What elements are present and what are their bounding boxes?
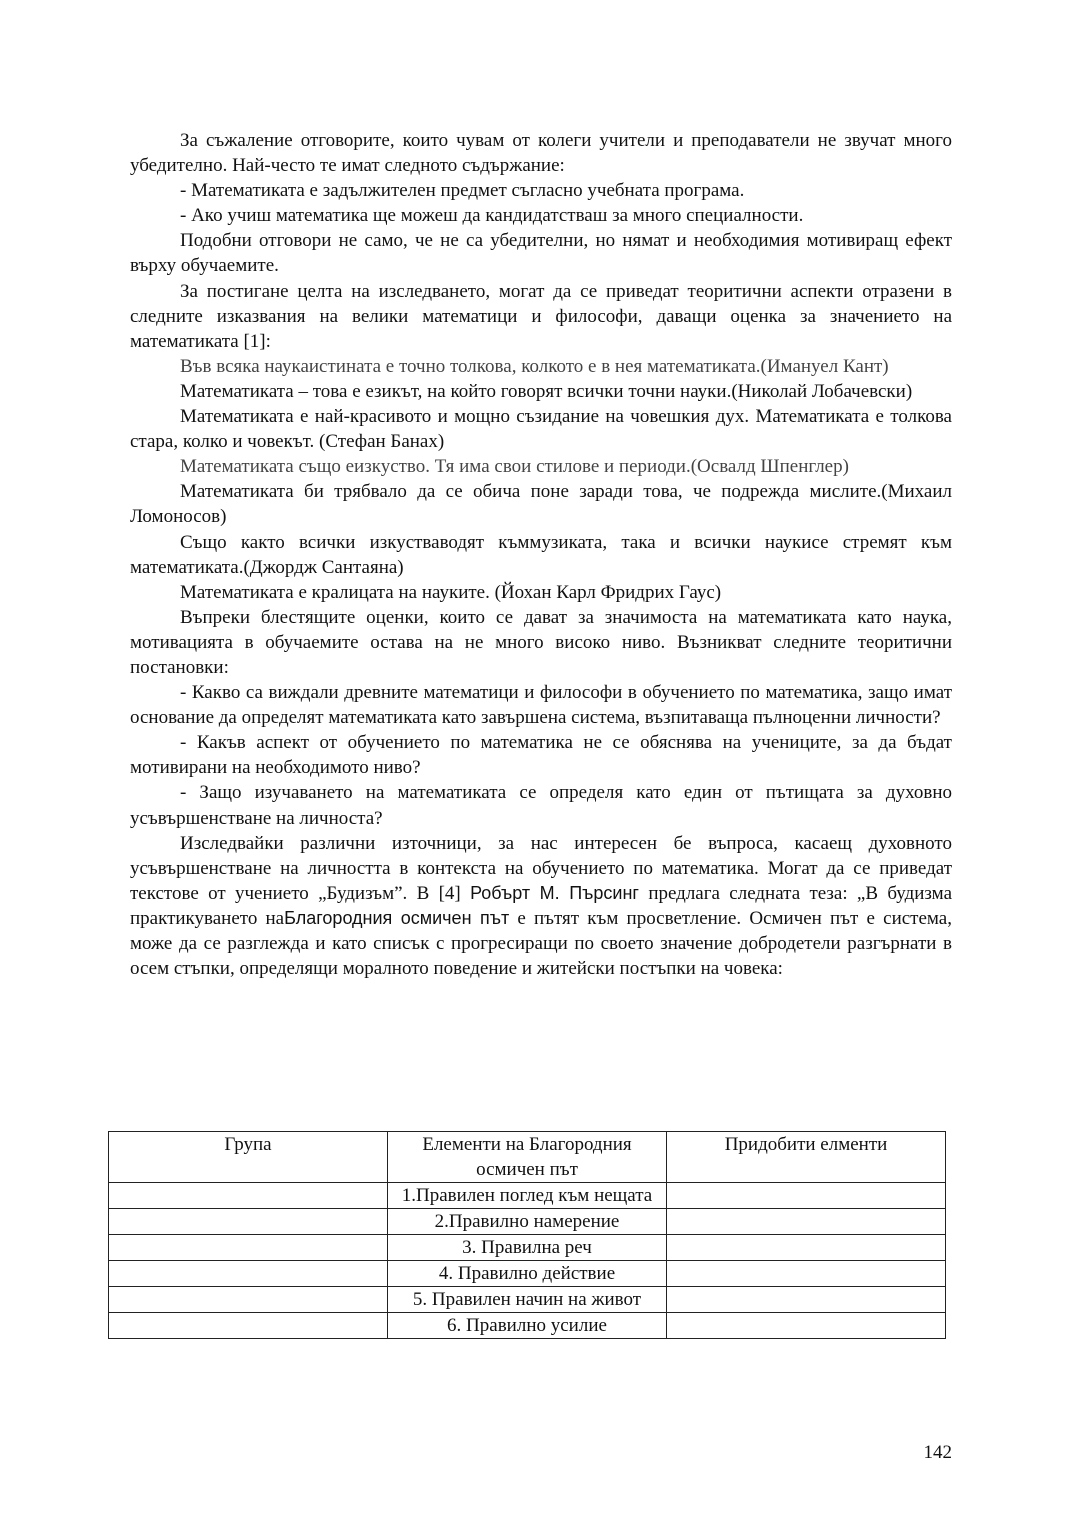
final-paragraph-part1: Изследвайки различни източници, за нас интересен бе въпроса, касаещ духовното усъвършенстване на личността в контекста на обучението по математика. Могат да се приведат текстове от учението „Будизъм”. В [4] <box>130 832 952 904</box>
final-paragraph-part2: предлага следната теза: „В будизма практикуването на <box>130 882 952 929</box>
table-cell <box>667 1183 946 1209</box>
final-paragraph-part3: е пътят към просветление. Осмичен път е система, може да се разглежда и като списък с прогресиращи по своето значение добродетели разгърнати в осем стъпки, определящи моралното поведение и житейски постъпки на човека: <box>130 907 952 980</box>
table-cell: 5. Правилен начин на живот <box>388 1287 667 1313</box>
paragraph: - Защо изучаването на математиката се определя като един от пътищата за духовно усъвършенстване на личноста? <box>130 782 952 829</box>
table-cell <box>109 1235 388 1261</box>
quote: Математиката би трябвало да се обича поне заради това, че подрежда мислите.(Михаил Ломоносов) <box>130 481 952 528</box>
table-row <box>109 1235 946 1261</box>
table-cell <box>667 1235 946 1261</box>
page-number: 142 <box>923 1442 952 1463</box>
table-row <box>109 1313 946 1339</box>
table-cell: 6. Правилно усилие <box>388 1313 667 1339</box>
author-name: Робърт М. Пърсинг <box>470 882 639 903</box>
table-cell: 1.Правилен поглед към нещата <box>388 1183 667 1209</box>
table-cell <box>109 1209 388 1235</box>
quote: Математиката също еизкуство. Тя има свои стилове и периоди.(Освалд Шпенглер) <box>180 456 849 478</box>
quote: Математиката – това е езикът, на който говорят всички точни науки.(Николай Лобачевски) <box>180 380 913 402</box>
eightfold-path-table <box>108 1131 946 1339</box>
table-header-row <box>109 1132 946 1183</box>
quote: Математиката е най-красивото и мощно съзидание на човешкия дух. Математиката е толкова стара, колко и човекът. (Стефан Банах) <box>130 406 952 453</box>
header-group: Група <box>109 1132 388 1183</box>
paragraph: За съжаление отговорите, които чувам от колеги учители и преподаватели не звучат много убедително. Най-често те имат следното съдържание: <box>130 130 952 177</box>
paragraph: - Какво са виждали древните математици и философи в обучението по математика, защо имат основание да определят математиката като завършена система, възпитаваща пълноценни личности? <box>130 682 952 729</box>
paragraph: За постигане целта на изследването, могат да се приведат теоритични аспекти отразени в следните изказвания на велики математици и философи, даващи оценка за значението на математиката [1]: <box>130 280 952 352</box>
table-row <box>109 1261 946 1287</box>
final-paragraph <box>130 831 952 982</box>
table-row <box>109 1183 946 1209</box>
paragraph: - Математиката е задължителен предмет съгласно учебната програма. <box>180 180 745 202</box>
table-row <box>109 1287 946 1313</box>
table-cell <box>667 1287 946 1313</box>
table-cell: 2.Правилно намерение <box>388 1209 667 1235</box>
document-body <box>130 128 952 981</box>
noble-path-term: Благородния осмичен път <box>284 907 510 928</box>
table-cell: 4. Правилно действие <box>388 1261 667 1287</box>
quote: Математиката е кралицата на науките. (Йохан Карл Фридрих Гаус) <box>180 581 722 603</box>
table-cell <box>109 1183 388 1209</box>
table-cell <box>667 1313 946 1339</box>
paragraph: Въпреки блестящите оценки, които се дават за значимоста на математиката като наука, мотивацията в обучаемите остава на не много високо ниво. Възникват следните теоритични постановки: <box>130 606 952 678</box>
quote: Също както всички изкустваводят къммузиката, така и всички наукисе стремят към математиката.(Джордж Сантаяна) <box>130 531 952 578</box>
table-cell <box>667 1261 946 1287</box>
paragraph: Подобни отговори не само, че не са убедителни, но нямат и необходимия мотивиращ ефект върху обучаемите. <box>130 230 952 277</box>
header-acquired: Придобити елменти <box>667 1132 946 1183</box>
paragraph: - Какъв аспект от обучението по математика не се обяснява на учениците, за да бъдат мотивирани на необходимото ниво? <box>130 732 952 779</box>
header-elements: Елементи на Благородния осмичен път <box>388 1132 667 1183</box>
table-cell <box>109 1261 388 1287</box>
table-cell: 3. Правилна реч <box>388 1235 667 1261</box>
table-cell <box>109 1313 388 1339</box>
quote: Във всяка наукаистината е точно толкова, колкото е в нея математиката.(Имануел Кант) <box>180 355 889 377</box>
table-cell <box>667 1209 946 1235</box>
paragraph: - Ако учиш математика ще можеш да кандидатстваш за много специалности. <box>180 205 804 227</box>
table-cell <box>109 1287 388 1313</box>
table-row <box>109 1209 946 1235</box>
